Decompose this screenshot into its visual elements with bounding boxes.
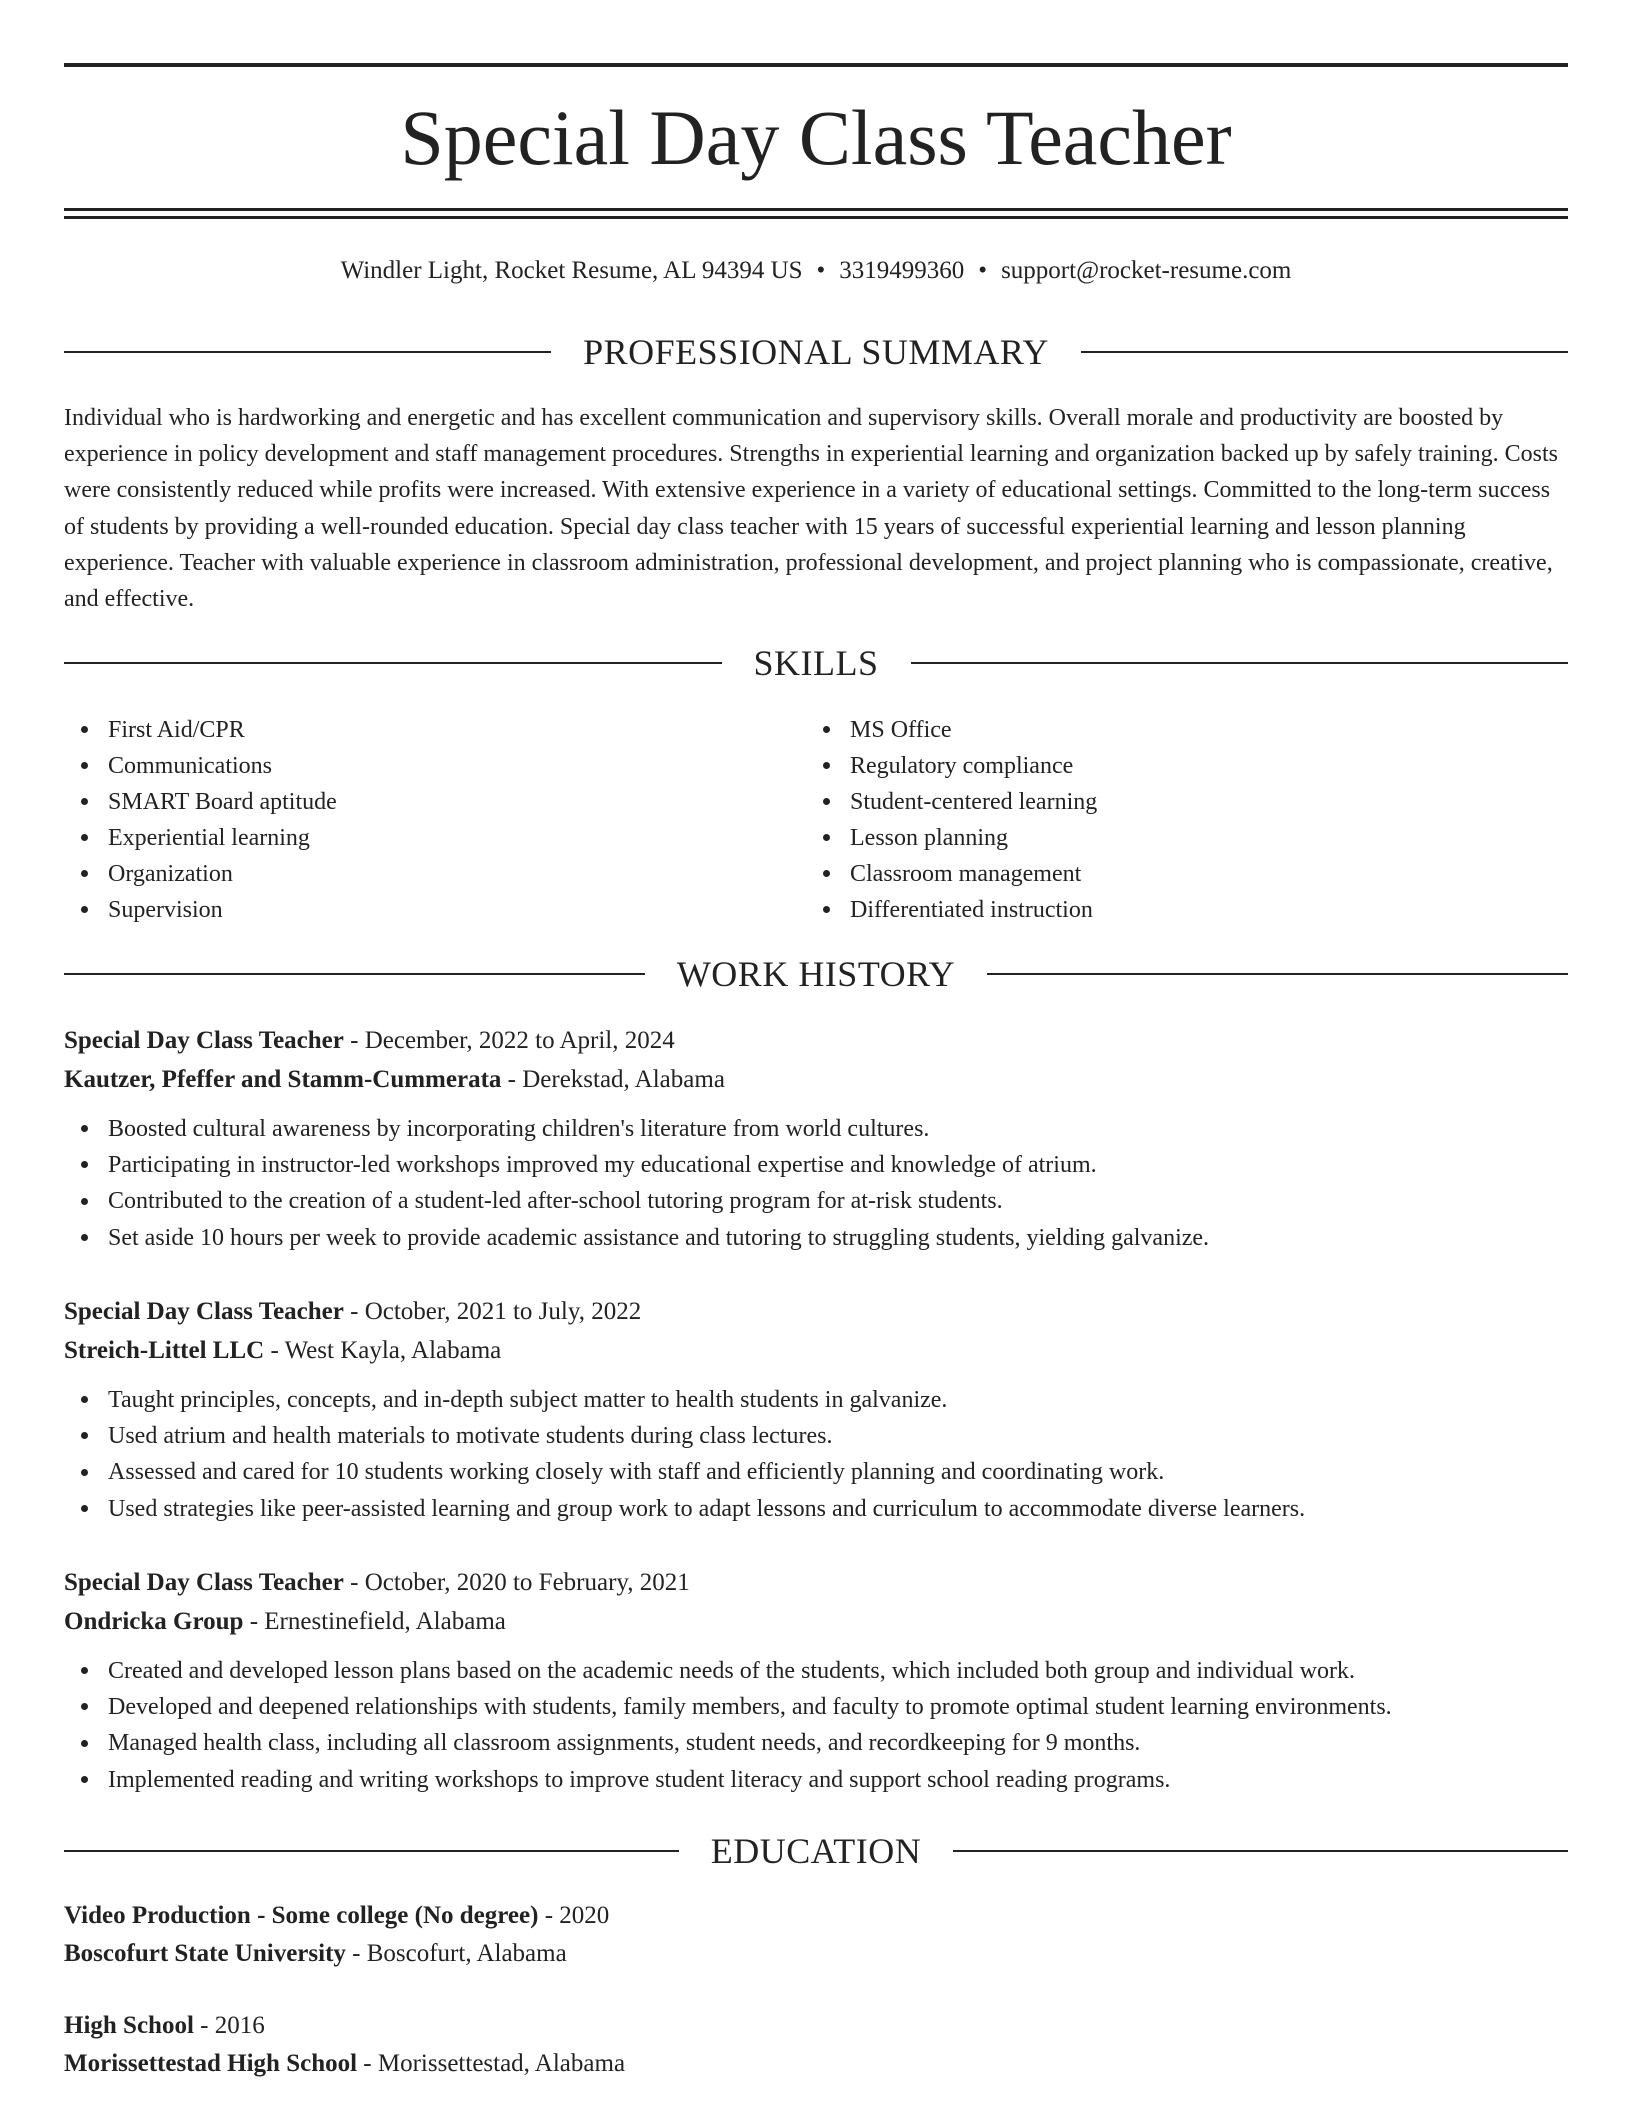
job-title: Special Day Class Teacher <box>64 1027 344 1054</box>
skills-column-left <box>64 712 764 928</box>
education-school: Morissettestad High School <box>64 2050 358 2077</box>
job-company-line <box>64 1060 1568 1099</box>
job-title-line <box>64 1563 1568 1602</box>
education-degree: High School <box>64 2012 194 2039</box>
job-bullet: Participating in instructor-led workshops improved my educational expertise and knowledge of atrium. <box>64 1147 1568 1183</box>
job-dates: - December, 2022 to April, 2024 <box>343 1027 675 1054</box>
contact-phone: 3319499360 <box>839 257 965 284</box>
job-company-line <box>64 1602 1568 1641</box>
skill-item: Lesson planning <box>806 820 1506 856</box>
skills-list-right <box>806 712 1506 928</box>
skills-section-header <box>64 641 1568 685</box>
job-bullet: Boosted cultural awareness by incorporating children's literature from world cultures. <box>64 1111 1568 1147</box>
job-entry <box>64 1292 1568 1527</box>
section-divider <box>64 973 645 975</box>
education-school-line <box>64 1935 1568 1973</box>
skill-item: Differentiated instruction <box>806 892 1506 928</box>
section-divider <box>953 1850 1568 1852</box>
section-divider <box>64 351 551 353</box>
job-bullet: Contributed to the creation of a student-led after-school tutoring program for at-risk students. <box>64 1183 1568 1219</box>
skills-column-right <box>806 712 1506 928</box>
job-bullet: Assessed and cared for 10 students working closely with staff and efficiently planning and coordinating work. <box>64 1454 1568 1490</box>
job-title-line <box>64 1292 1568 1331</box>
header-bottom-rule-2 <box>64 216 1568 219</box>
skill-item: Regulatory compliance <box>806 748 1506 784</box>
skill-item: Supervision <box>64 892 764 928</box>
job-title: Special Day Class Teacher <box>64 1298 344 1325</box>
education-degree-line <box>64 1897 1568 1935</box>
job-company: Kautzer, Pfeffer and Stamm-Cummerata <box>64 1066 502 1093</box>
skill-item: Classroom management <box>806 856 1506 892</box>
skill-item: Student-centered learning <box>806 784 1506 820</box>
job-bullets <box>64 1111 1568 1256</box>
education-section-title: EDUCATION <box>710 1831 922 1871</box>
header-bottom-rule-1 <box>64 208 1568 211</box>
job-location: - Derekstad, Alabama <box>501 1066 725 1093</box>
skill-item: Communications <box>64 748 764 784</box>
section-divider <box>911 662 1569 664</box>
skill-item: MS Office <box>806 712 1506 748</box>
skill-item: Organization <box>64 856 764 892</box>
job-location: - West Kayla, Alabama <box>264 1337 502 1364</box>
education-degree-line <box>64 2007 1568 2045</box>
job-dates: - October, 2021 to July, 2022 <box>343 1298 642 1325</box>
job-entry <box>64 1563 1568 1798</box>
job-bullet: Managed health class, including all classroom assignments, student needs, and recordkeeping for 9 months. <box>64 1725 1568 1761</box>
skills-list-left <box>64 712 764 928</box>
job-bullet: Implemented reading and writing workshops to improve student literacy and support school reading programs. <box>64 1762 1568 1798</box>
job-bullet: Developed and deepened relationships with students, family members, and faculty to promote optimal student learning environments. <box>64 1689 1568 1725</box>
section-divider <box>64 1850 679 1852</box>
job-bullets <box>64 1653 1568 1798</box>
job-location: - Ernestinefield, Alabama <box>243 1608 506 1635</box>
job-bullet: Set aside 10 hours per week to provide academic assistance and tutoring to struggling students, yielding galvanize. <box>64 1220 1568 1256</box>
section-divider <box>987 973 1568 975</box>
job-entry <box>64 1021 1568 1256</box>
job-bullet: Used strategies like peer-assisted learning and group work to adapt lessons and curriculum to accommodate diverse learners. <box>64 1491 1568 1527</box>
job-bullet: Created and developed lesson plans based on the academic needs of the students, which included both group and individual work. <box>64 1653 1568 1689</box>
education-school-line <box>64 2045 1568 2083</box>
education-entry <box>64 2007 1568 2083</box>
skill-item: Experiential learning <box>64 820 764 856</box>
education-school: Boscofurt State University <box>64 1940 346 1967</box>
job-title: Special Day Class Teacher <box>64 1569 344 1596</box>
summary-section-title: PROFESSIONAL SUMMARY <box>583 332 1049 372</box>
job-bullets <box>64 1382 1568 1527</box>
contact-separator: • <box>816 257 826 284</box>
job-bullet: Taught principles, concepts, and in-depth subject matter to health students in galvanize. <box>64 1382 1568 1418</box>
contact-line <box>64 254 1568 288</box>
section-divider <box>1081 351 1568 353</box>
education-location: - Morissettestad, Alabama <box>357 2050 626 2077</box>
education-section-header <box>64 1829 1568 1873</box>
contact-email: support@rocket-resume.com <box>1001 257 1292 284</box>
work-section-title: WORK HISTORY <box>676 954 956 994</box>
section-divider <box>64 662 722 664</box>
job-company: Streich-Littel LLC <box>64 1337 265 1364</box>
education-degree: Video Production - Some college (No degree) <box>64 1902 539 1929</box>
skill-item: First Aid/CPR <box>64 712 764 748</box>
work-section-header <box>64 952 1568 996</box>
contact-address: Windler Light, Rocket Resume, AL 94394 US <box>340 257 803 284</box>
education-location: - Boscofurt, Alabama <box>345 1940 567 1967</box>
job-company: Ondricka Group <box>64 1608 244 1635</box>
job-title-line <box>64 1021 1568 1060</box>
job-company-line <box>64 1331 1568 1370</box>
resume-name: Special Day Class Teacher <box>400 94 1232 181</box>
education-entry <box>64 1897 1568 1973</box>
summary-text: Individual who is hardworking and energetic and has excellent communication and supervisory skills. Overall morale and productivity are boosted by experience in policy development and staff management procedures. Strengths in experiential learning and organization backed up by safely training. Costs were consistently reduced while profits were increased. With extensive experience in a variety of educational settings. Committed to the long-term success of students by providing a well-rounded education. Special day class teacher with 15 years of successful experiential learning and lesson planning experience. Teacher with valuable experience in classroom administration, professional development, and project planning who is compassionate, creative, and effective. <box>64 405 1558 613</box>
job-dates: - October, 2020 to February, 2021 <box>343 1569 690 1596</box>
skill-item: SMART Board aptitude <box>64 784 764 820</box>
header-top-rule <box>64 63 1568 67</box>
contact-separator: • <box>978 257 988 284</box>
skills-section-title: SKILLS <box>753 643 879 683</box>
education-year: - 2016 <box>193 2012 265 2039</box>
education-year: - 2020 <box>538 1902 610 1929</box>
job-bullet: Used atrium and health materials to motivate students during class lectures. <box>64 1418 1568 1454</box>
summary-section-header <box>64 330 1568 374</box>
